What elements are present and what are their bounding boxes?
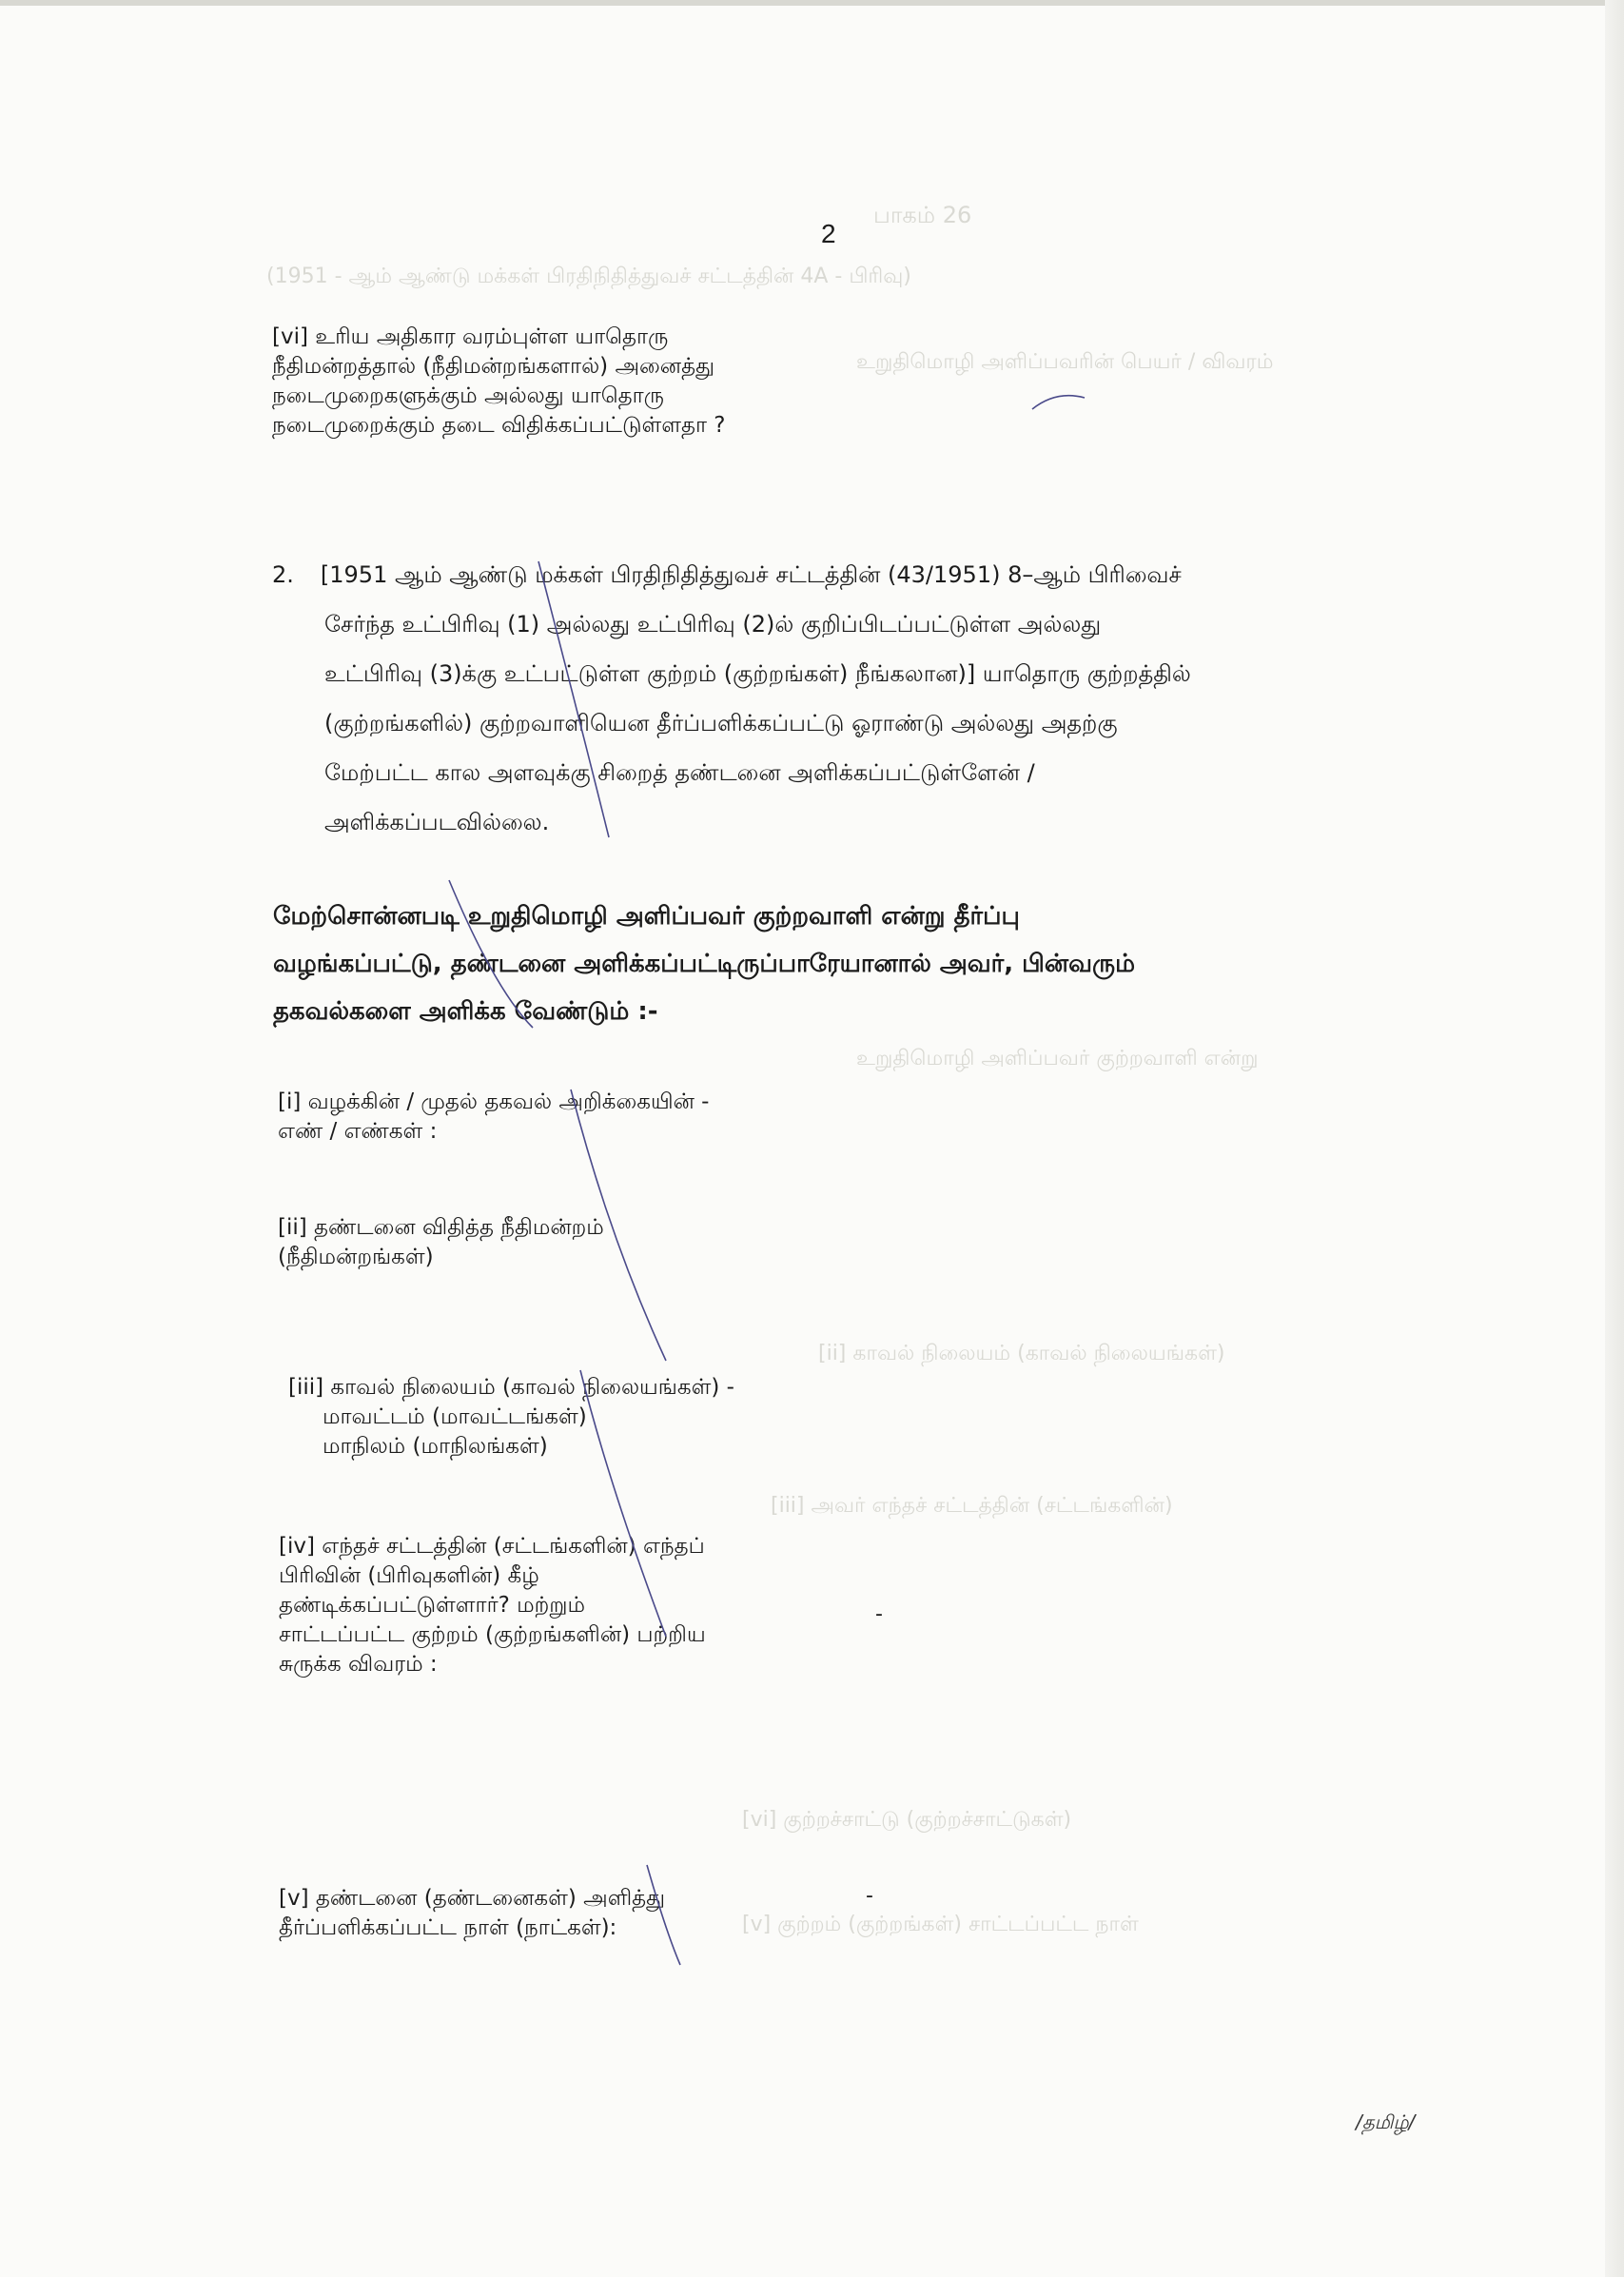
show-through-text: உறுதிமொழி அளிப்பவரின் பெயர் / விவரம் bbox=[856, 350, 1274, 374]
detail-line: [v] தண்டனை (தண்டனைகள்) அளித்து bbox=[279, 1886, 666, 1911]
field-dash: - bbox=[875, 1602, 883, 1626]
detail-line: சாட்டப்பட்ட குற்றம் (குற்றங்களின்) பற்றிய bbox=[279, 1622, 706, 1647]
item-vi-line: [vi] உரிய அதிகார வரம்புள்ள யாதொரு bbox=[272, 324, 669, 349]
footer-language-mark: /தமிழ்/ bbox=[1356, 2110, 1416, 2133]
detail-line: தண்டிக்கப்பட்டுள்ளார்? மற்றும் bbox=[279, 1593, 585, 1618]
item-2-line: (குற்றங்களில்) குற்றவாளியென தீர்ப்பளிக்கப்பட்டு ஓராண்டு அல்லது அதற்கு bbox=[324, 710, 1118, 736]
page-number: 2 bbox=[821, 219, 836, 248]
detail-line: தீர்ப்பளிக்கப்பட்ட நாள் (நாட்கள்): bbox=[279, 1915, 617, 1940]
item-vi-line: நடைமுறைக்கும் தடை விதிக்கப்பட்டுள்ளதா ? bbox=[272, 413, 726, 438]
show-through-text: உறுதிமொழி அளிப்பவர் குற்றவாளி என்று bbox=[856, 1047, 1259, 1070]
detail-line: சுருக்க விவரம் : bbox=[279, 1652, 438, 1677]
show-through-text: பாகம் 26 bbox=[873, 202, 972, 228]
item-2-line: சேர்ந்த உட்பிரிவு (1) அல்லது உட்பிரிவு (2)ல் குறிப்பிடப்பட்டுள்ள அல்லது bbox=[324, 611, 1102, 638]
pen-stroke bbox=[1032, 396, 1085, 409]
detail-line: (நீதிமன்றங்கள்) bbox=[278, 1245, 434, 1269]
item-2-number: 2. bbox=[272, 561, 294, 588]
pen-stroke bbox=[449, 880, 533, 1028]
field-dash: - bbox=[866, 1884, 873, 1908]
detail-line: [iv] எந்தச் சட்டத்தின் (சட்டங்களின்) எந்தப் bbox=[279, 1534, 705, 1559]
item-vi-line: நடைமுறைகளுக்கும் அல்லது யாதொரு bbox=[272, 383, 664, 408]
item-vi-line: நீதிமன்றத்தால் (நீதிமன்றங்களால்) அனைத்து bbox=[272, 354, 715, 379]
detail-line: [i] வழக்கின் / முதல் தகவல் அறிக்கையின் - bbox=[278, 1089, 710, 1114]
detail-line: மாநிலம் (மாநிலங்கள்) bbox=[323, 1434, 548, 1459]
item-2-line: [1951 ஆம் ஆண்டு மக்கள் பிரதிநிதித்துவச் சட்டத்தின் (43/1951) 8–ஆம் பிரிவைச் bbox=[320, 561, 1182, 588]
instruction-line: தகவல்களை அளிக்க வேண்டும் :- bbox=[273, 997, 658, 1026]
pen-stroke bbox=[580, 1370, 666, 1637]
pen-stroke bbox=[571, 1089, 666, 1361]
detail-line: பிரிவின் (பிரிவுகளின்) கீழ் bbox=[279, 1563, 539, 1588]
pen-stroke bbox=[538, 561, 609, 837]
show-through-text: [ii] காவல் நிலையம் (காவல் நிலையங்கள்) bbox=[818, 1342, 1225, 1365]
instruction-line: வழங்கப்பட்டு, தண்டனை அளிக்கப்பட்டிருப்பாரேயானால் அவர், பின்வரும் bbox=[273, 950, 1135, 978]
show-through-text: [v] குற்றம் (குற்றங்கள்) சாட்டப்பட்ட நாள் bbox=[742, 1913, 1139, 1936]
detail-line: [ii] தண்டனை விதித்த நீதிமன்றம் bbox=[278, 1215, 604, 1240]
show-through-text: (1951 - ஆம் ஆண்டு மக்கள் பிரதிநிதித்துவச் சட்டத்தின் 4A - பிரிவு) bbox=[266, 265, 911, 288]
detail-line: [iii] காவல் நிலையம் (காவல் நிலையங்கள்) - bbox=[288, 1375, 734, 1400]
detail-line: எண் / எண்கள் : bbox=[278, 1119, 438, 1144]
detail-line: மாவட்டம் (மாவட்டங்கள்) bbox=[323, 1404, 587, 1429]
item-2-line: அளிக்கப்படவில்லை. bbox=[324, 809, 550, 835]
show-through-text: [iii] அவர் எந்தச் சட்டத்தின் (சட்டங்களின்) bbox=[771, 1494, 1173, 1518]
instruction-line: மேற்சொன்னபடி உறுதிமொழி அளிப்பவர் குற்றவாளி என்று தீர்ப்பு bbox=[273, 902, 1020, 931]
item-2-line: உட்பிரிவு (3)க்கு உட்பட்டுள்ள குற்றம் (குற்றங்கள்) நீங்கலான)] யாதொரு குற்றத்தில் bbox=[324, 660, 1191, 687]
show-through-text: [vi] குற்றச்சாட்டு (குற்றச்சாட்டுகள்) bbox=[742, 1808, 1072, 1832]
pen-stroke bbox=[647, 1865, 680, 1965]
item-2-line: மேற்பட்ட கால அளவுக்கு சிறைத் தண்டனை அளிக்கப்பட்டுள்ளேன் / bbox=[324, 759, 1035, 786]
